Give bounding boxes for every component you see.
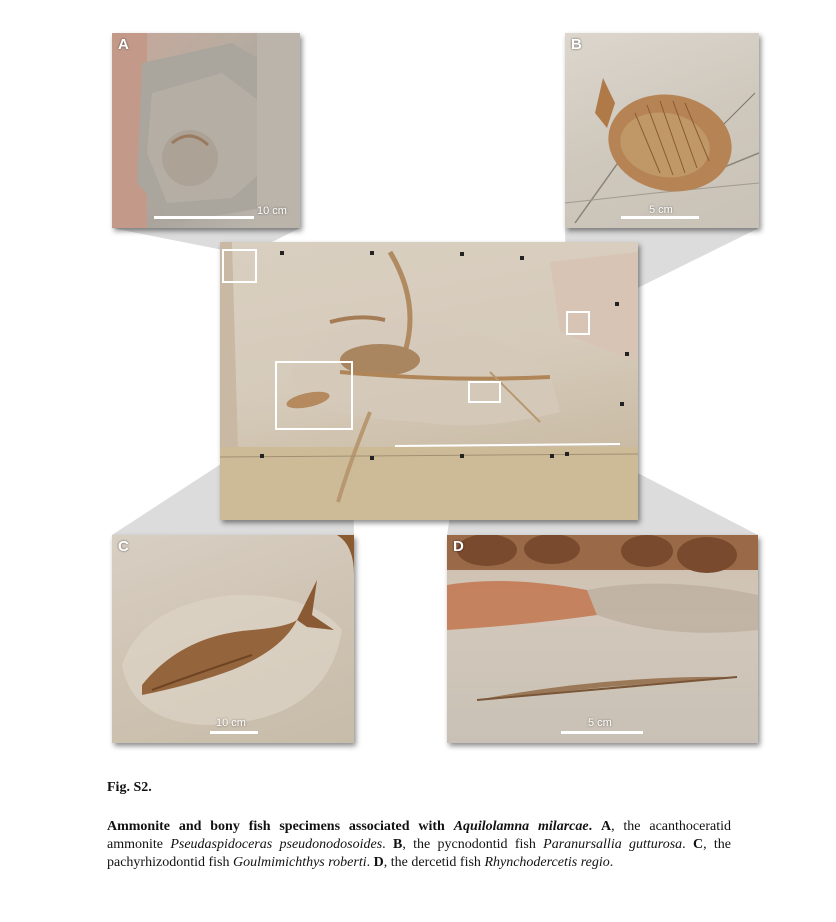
caption-title-end: .	[588, 819, 593, 834]
panel-b-scale-label: 5 cm	[649, 204, 673, 216]
panel-a-ammonite	[112, 33, 300, 228]
caption-a-text: , the acanthoceratid ammonite	[107, 819, 731, 852]
caption-b-end: .	[682, 837, 686, 852]
panel-b-letter: B	[571, 36, 582, 53]
caption-c-text: , the pachyrhizodontid fish	[107, 837, 732, 870]
caption-c-letter: C	[692, 837, 704, 852]
caption-b-text: , the pycnodontid fish	[402, 837, 536, 852]
shark-slab-photo	[220, 242, 638, 520]
ammonite-photo	[112, 33, 300, 228]
panel-c-scale-label: 10 cm	[216, 717, 246, 729]
caption-b-species: Paranursallia gutturosa	[543, 837, 683, 852]
dercetid-photo	[447, 535, 758, 743]
figure-label: Fig. S2.	[107, 780, 152, 795]
caption-d-end: .	[609, 855, 614, 870]
caption-a-end: .	[382, 837, 386, 852]
panel-a-scale-bar	[154, 216, 254, 219]
caption-d-text: , the dercetid fish	[383, 855, 481, 870]
caption-d-letter: D	[373, 855, 384, 870]
panel-a-scale-label: 10 cm	[257, 205, 287, 217]
panel-d-scale-bar	[561, 731, 643, 734]
pachyrhizodontid-photo	[112, 535, 354, 743]
caption-title: Ammonite and bony fish specimens associated with	[107, 819, 445, 834]
panel-c-letter: C	[118, 538, 129, 555]
caption-c-species: Goulmimichthys roberti	[232, 855, 367, 870]
caption-a-letter: A	[600, 819, 612, 834]
panel-c-scale-bar	[210, 731, 258, 734]
caption-c-end: .	[366, 855, 371, 870]
panel-d-scale-label: 5 cm	[588, 717, 612, 729]
caption-b-letter: B	[392, 837, 403, 852]
pycnodontid-photo	[565, 33, 759, 228]
panel-c-pachyrhizodontid	[112, 535, 354, 743]
panel-d-letter: D	[453, 538, 464, 555]
caption-title-species: Aquilolamna milarcae	[453, 819, 589, 834]
figure-caption	[107, 818, 731, 872]
caption-a-species: Pseudaspidoceras pseudonodosoides	[170, 837, 383, 852]
panel-b-scale-bar	[621, 216, 699, 219]
panel-d-dercetid	[447, 535, 758, 743]
panel-a-letter: A	[118, 36, 129, 53]
panel-b-pycnodontid	[565, 33, 759, 228]
main-slab-photo	[220, 242, 638, 520]
caption-d-species: Rhynchodercetis regio	[484, 855, 610, 870]
